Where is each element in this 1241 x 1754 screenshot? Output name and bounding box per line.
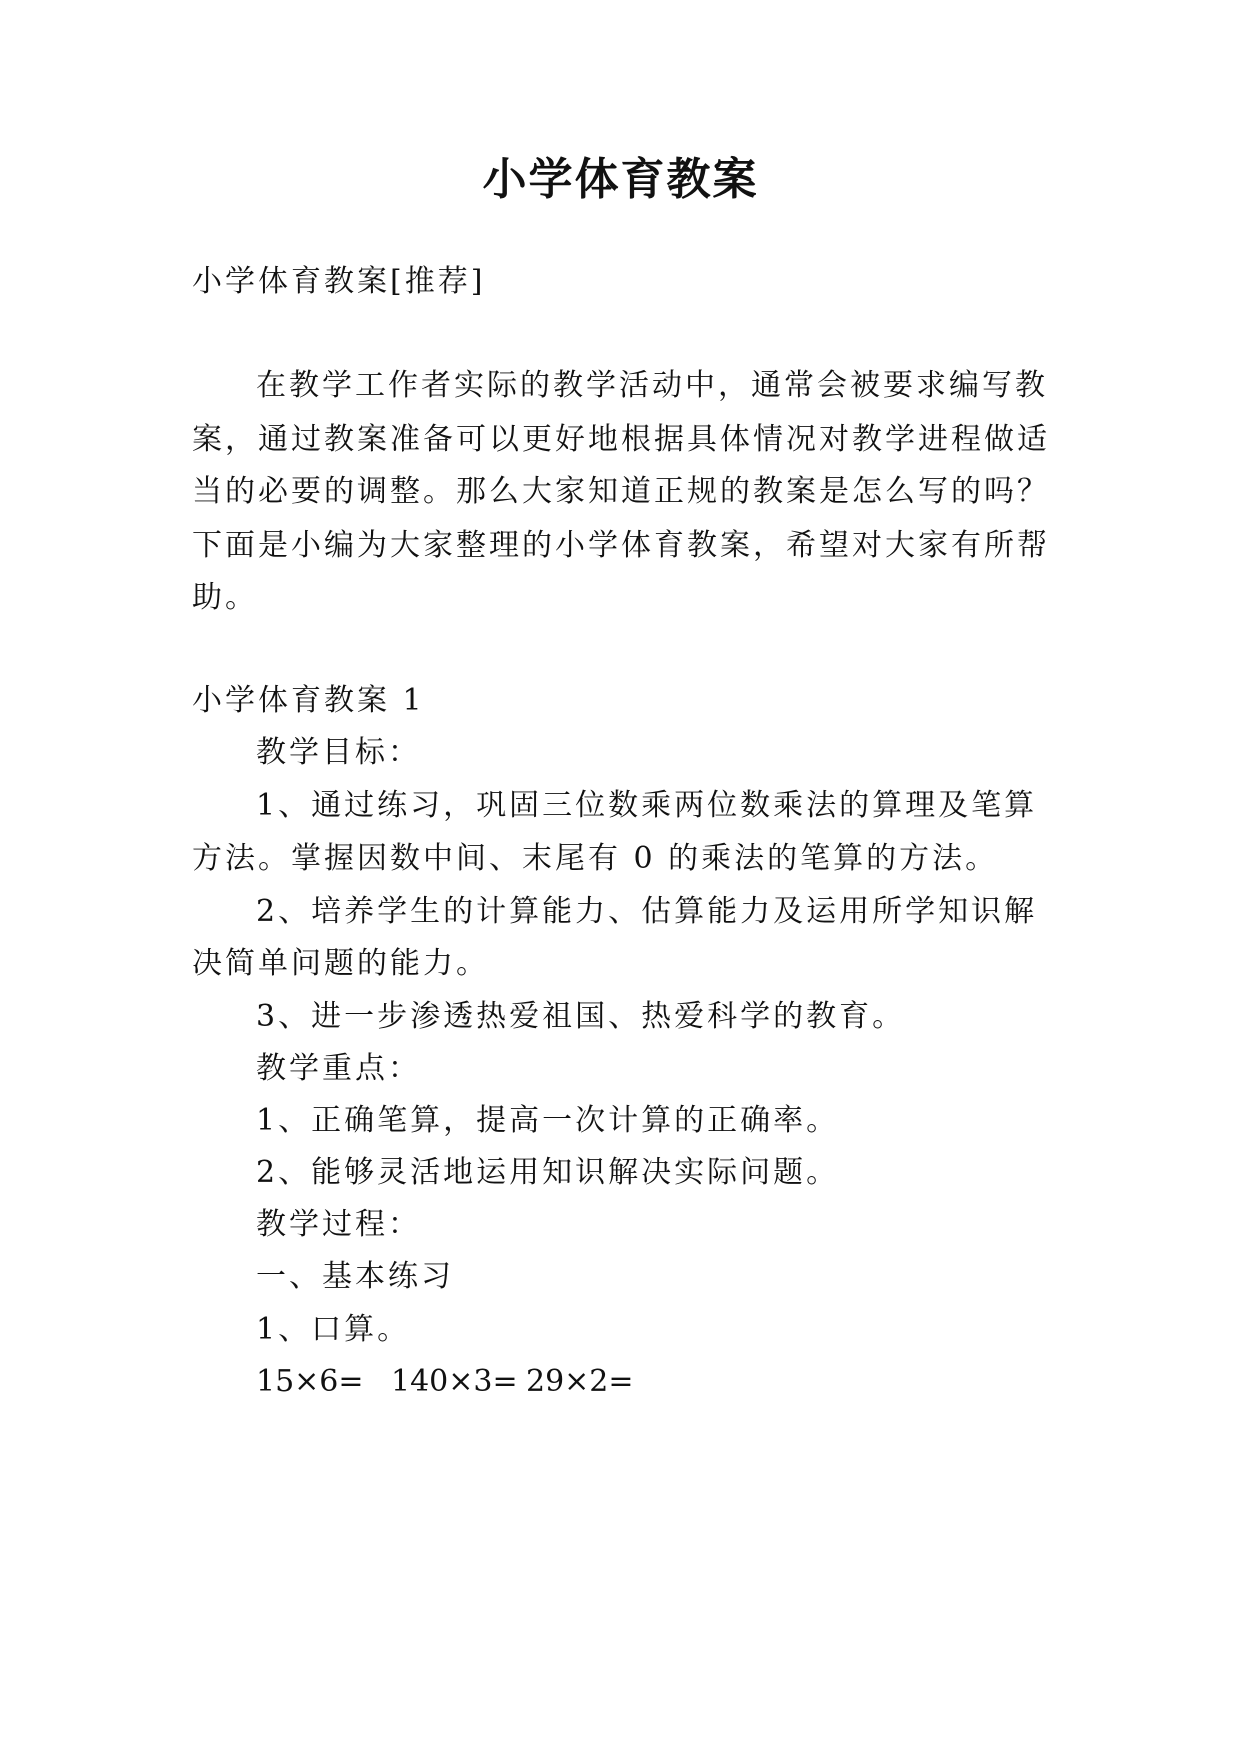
process-heading: 教学过程：	[256, 1207, 421, 1242]
section-title: 小学体育教案 1	[192, 683, 425, 718]
goal-3: 3、进一步渗透热爱祖国、热爱科学的教育。	[256, 999, 906, 1034]
oral-heading: 1、口算。	[256, 1312, 411, 1347]
intro-line-4: 下面是小编为大家整理的小学体育教案，希望对大家有所帮	[192, 528, 1050, 563]
goals-heading: 教学目标：	[256, 735, 421, 770]
problem-3: 29×2=	[526, 1364, 634, 1399]
intro-line-2: 案，通过教案准备可以更好地根据具体情况对教学进程做适	[192, 422, 1050, 457]
key-heading: 教学重点：	[256, 1051, 421, 1086]
intro-line-5: 助。	[192, 580, 258, 615]
key-1: 1、正确笔算，提高一次计算的正确率。	[256, 1103, 840, 1138]
oral-problems	[256, 1362, 634, 1402]
subtitle: 小学体育教案[推荐]	[192, 264, 486, 299]
problem-1: 15×6=	[256, 1364, 364, 1399]
intro-line-1: 在教学工作者实际的教学活动中，通常会被要求编写教	[256, 368, 1048, 403]
goal-2-line-2: 决简单问题的能力。	[192, 946, 489, 981]
key-2: 2、能够灵活地运用知识解决实际问题。	[256, 1155, 840, 1190]
goal-1-line-1: 1、通过练习，巩固三位数乘两位数乘法的算理及笔算	[256, 788, 1038, 823]
goal-2-line-1: 2、培养学生的计算能力、估算能力及运用所学知识解	[256, 894, 1038, 929]
problem-2: 140×3=	[391, 1364, 518, 1399]
goal-1-line-2: 方法。掌握因数中间、末尾有 0 的乘法的笔算的方法。	[192, 841, 999, 876]
document-title: 小学体育教案	[482, 154, 759, 205]
intro-line-3: 当的必要的调整。那么大家知道正规的教案是怎么写的吗？	[192, 474, 1050, 509]
part-1-heading: 一、基本练习	[256, 1259, 454, 1294]
